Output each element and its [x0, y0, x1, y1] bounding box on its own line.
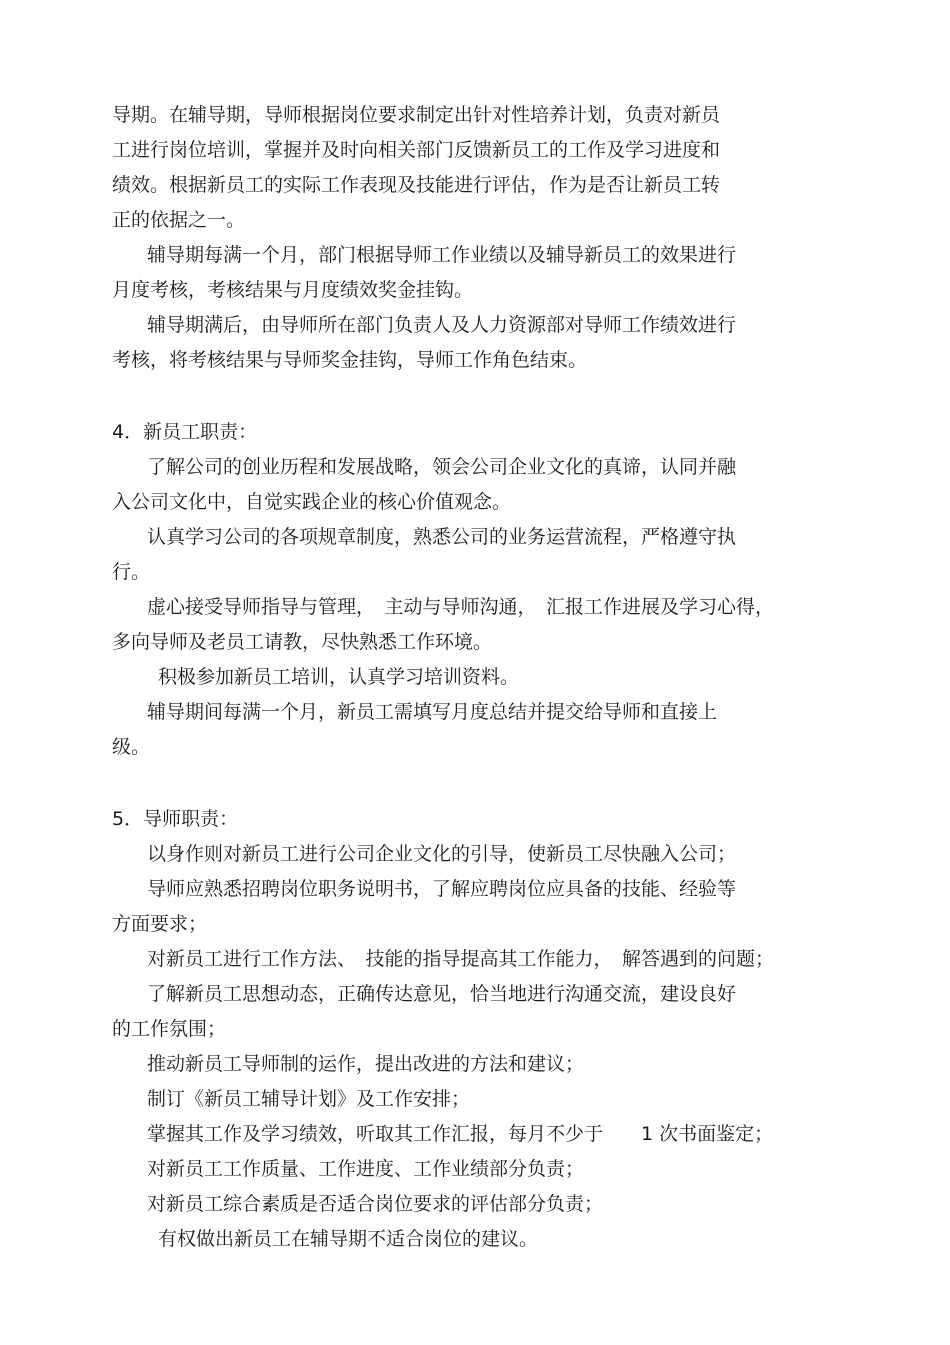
s4-p1-line2: 入公司文化中，自觉实践企业的核心价值观念。 — [112, 491, 512, 513]
s4-p5-line2: 级。 — [112, 736, 151, 758]
s3-p3-line2: 考核，将考核结果与导师奖金挂钩，导师工作角色结束。 — [112, 349, 588, 371]
s3-p3-line1: 辅导期满后，由导师所在部门负责人及人力资源部对导师工作绩效进行 — [147, 314, 737, 336]
s5-p8-line1: 对新员工工作质量、工作进度、工作业绩部分负责； — [147, 1158, 585, 1180]
s5-p4-line1: 了解新员工思想动态，正确传达意见，恰当地进行沟通交流，建设良好 — [147, 983, 737, 1005]
s3-p2-line2: 月度考核，考核结果与月度绩效奖金挂钩。 — [112, 279, 474, 301]
s5-p1-line1: 以身作则对新员工进行公司企业文化的引导，使新员工尽快融入公司； — [147, 843, 737, 865]
s3-p1-line1: 导期。在辅导期，导师根据岗位要求制定出针对性培养计划，负责对新员 — [112, 104, 721, 126]
s4-p5-line1: 辅导期间每满一个月，新员工需填写月度总结并提交给导师和直接上 — [147, 701, 718, 723]
s3-p1-line4: 正的依据之一。 — [112, 209, 246, 231]
s5-p7-line1: 掌握其工作及学习绩效，听取其工作汇报，每月不少于 1 次书面鉴定； — [147, 1123, 774, 1145]
s5-p6-line1: 制订《新员工辅导计划》及工作安排； — [147, 1088, 471, 1110]
s5-p4-line2: 的工作氛围； — [112, 1018, 227, 1040]
section4-heading: 4．新员工职责： — [112, 421, 258, 443]
s4-p2-line2: 行。 — [112, 561, 151, 583]
s4-p3-line1: 虚心接受导师指导与管理， 主动与导师沟通， 汇报工作进展及学习心得， — [147, 596, 775, 618]
s5-p3-line1: 对新员工进行工作方法、 技能的指导提高其工作能力， 解答遇到的问题； — [147, 948, 775, 970]
s5-p9-line1: 对新员工综合素质是否适合岗位要求的评估部分负责； — [147, 1193, 604, 1215]
s3-p2-line1: 辅导期每满一个月，部门根据导师工作业绩以及辅导新员工的效果进行 — [147, 244, 737, 266]
s4-p3-line2: 多向导师及老员工请教，尽快熟悉工作环境。 — [112, 631, 493, 653]
s5-p2-line2: 方面要求； — [112, 913, 208, 935]
s5-p5-line1: 推动新员工导师制的运作，提出改进的方法和建议； — [147, 1053, 585, 1075]
s4-p4-line1: 积极参加新员工培训，认真学习培训资料。 — [158, 666, 520, 688]
section5-heading: 5．导师职责： — [112, 808, 239, 830]
s5-p2-line1: 导师应熟悉招聘岗位职务说明书，了解应聘岗位应具备的技能、经验等 — [147, 878, 737, 900]
s5-p10-line1: 有权做出新员工在辅导期不适合岗位的建议。 — [158, 1228, 539, 1250]
s4-p2-line1: 认真学习公司的各项规章制度，熟悉公司的业务运营流程，严格遵守执 — [147, 526, 737, 548]
s4-p1-line1: 了解公司的创业历程和发展战略，领会公司企业文化的真谛，认同并融 — [147, 456, 737, 478]
s3-p1-line2: 工进行岗位培训，掌握并及时向相关部门反馈新员工的工作及学习进度和 — [112, 139, 721, 161]
s3-p1-line3: 绩效。根据新员工的实际工作表现及技能进行评估，作为是否让新员工转 — [112, 174, 721, 196]
